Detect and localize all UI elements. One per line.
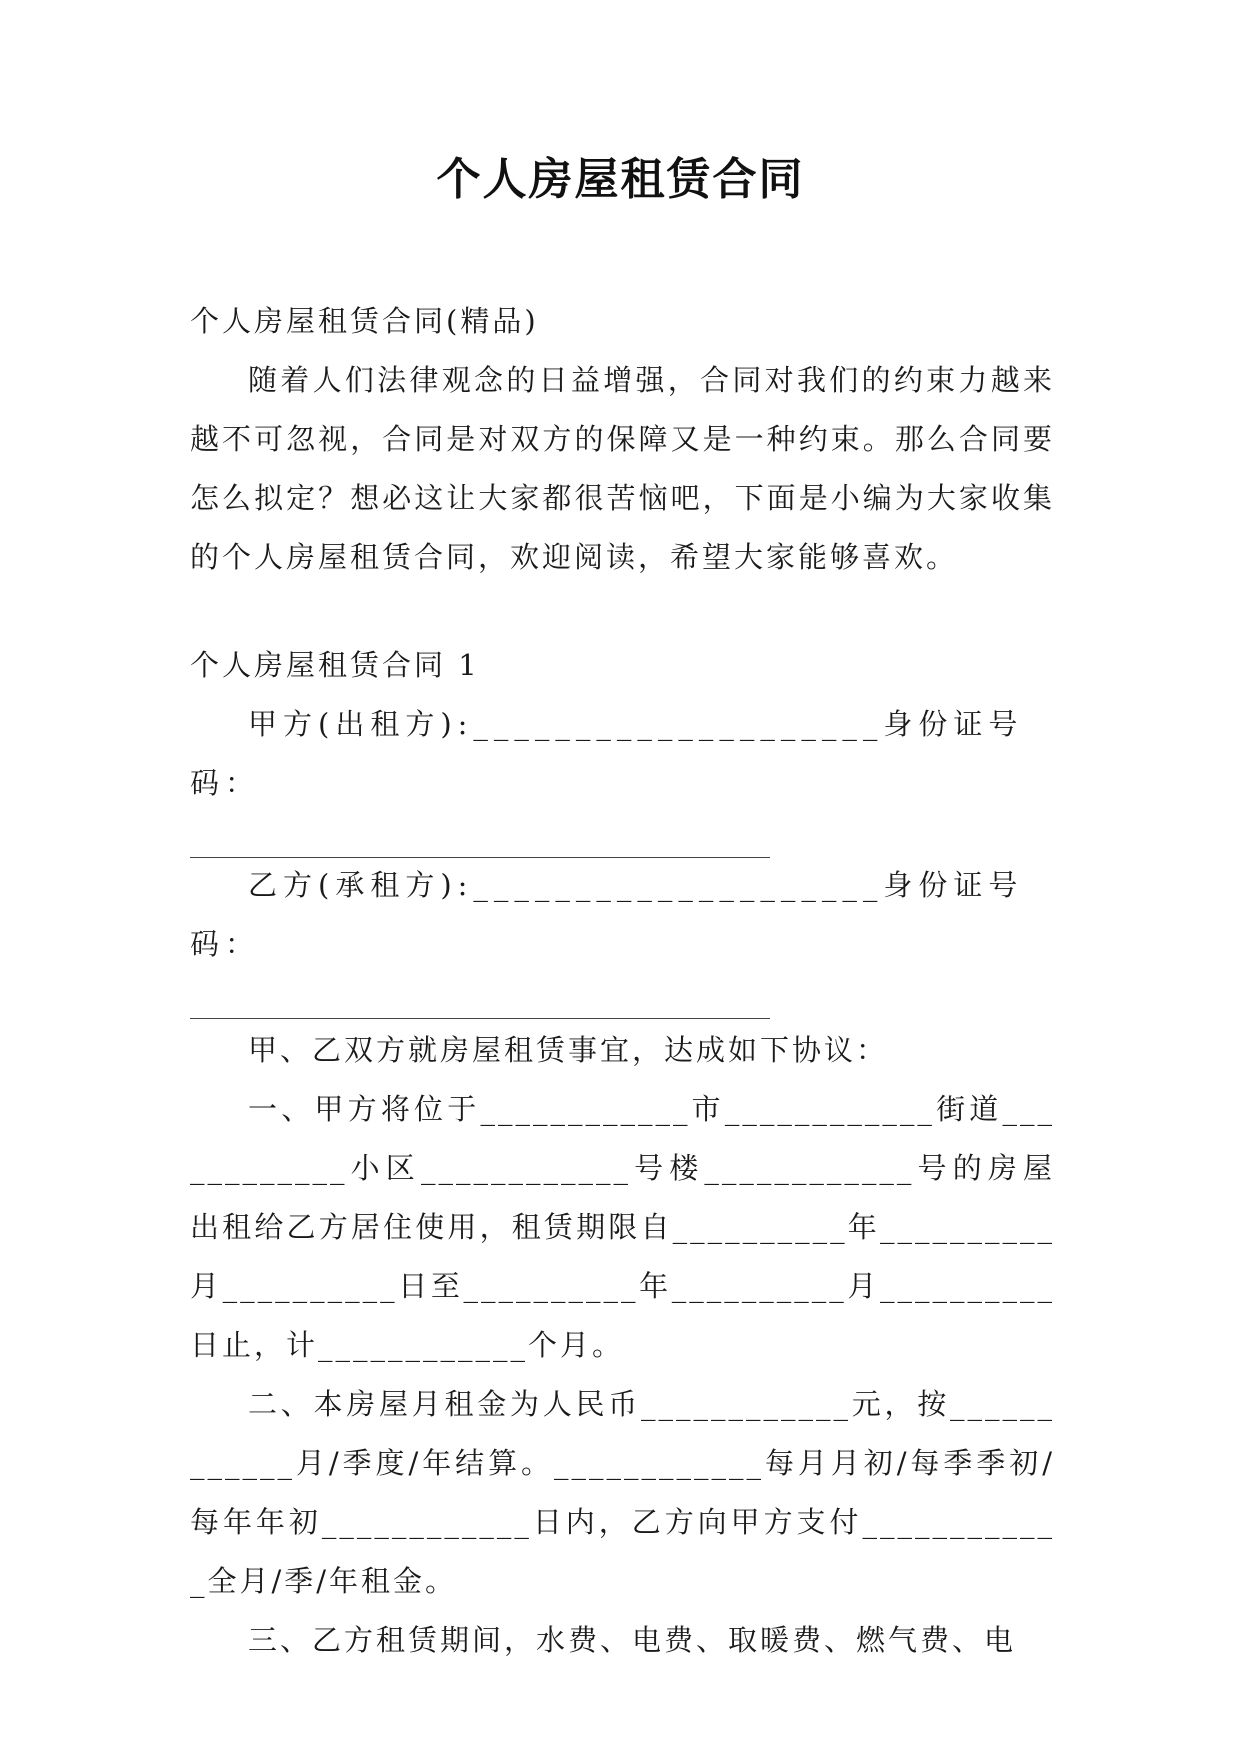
clause-3: 三、乙方租赁期间，水费、电费、取暖费、燃气费、电 <box>248 1623 1017 1657</box>
section-heading: 个人房屋租赁合同 1 <box>190 648 480 682</box>
party-a-id-blank <box>190 813 770 872</box>
paragraph-gap <box>190 587 1055 636</box>
clause-1: 一、甲方将位于____________市____________街道____________小区____________号楼____________号的房屋出租给乙方居住使用，租赁期限自__________年__________月__________日至__________年__________月__________日止，计____________个月。 <box>190 1092 1055 1362</box>
document-subtitle: 个人房屋租赁合同(精品) <box>190 304 539 338</box>
party-b-line: 乙方(承租方):____________________身份证号码： <box>190 868 1024 961</box>
party-b-id-blank <box>190 974 770 1033</box>
party-a-line: 甲方(出租方):____________________身份证号码： <box>190 707 1024 800</box>
document-title: 个人房屋租赁合同 <box>436 154 805 205</box>
intro-paragraph: 随着人们法律观念的日益增强，合同对我们的约束力越来越不可忽视，合同是对双方的保障又是一种约束。那么合同要怎么拟定？想必这让大家都很苦恼吧，下面是小编为大家收集的个人房屋租赁合同，欢迎阅读，希望大家能够喜欢。 <box>190 363 1055 574</box>
clause-2: 二、本房屋月租金为人民币____________元，按____________月/季度/年结算。____________每月月初/每季季初/每年年初____________日内，乙方向甲方支付____________全月/季/年租金。 <box>190 1387 1055 1598</box>
agreement-intro: 甲、乙双方就房屋租赁事宜，达成如下协议： <box>248 1033 889 1067</box>
document-body <box>190 292 1055 1670</box>
